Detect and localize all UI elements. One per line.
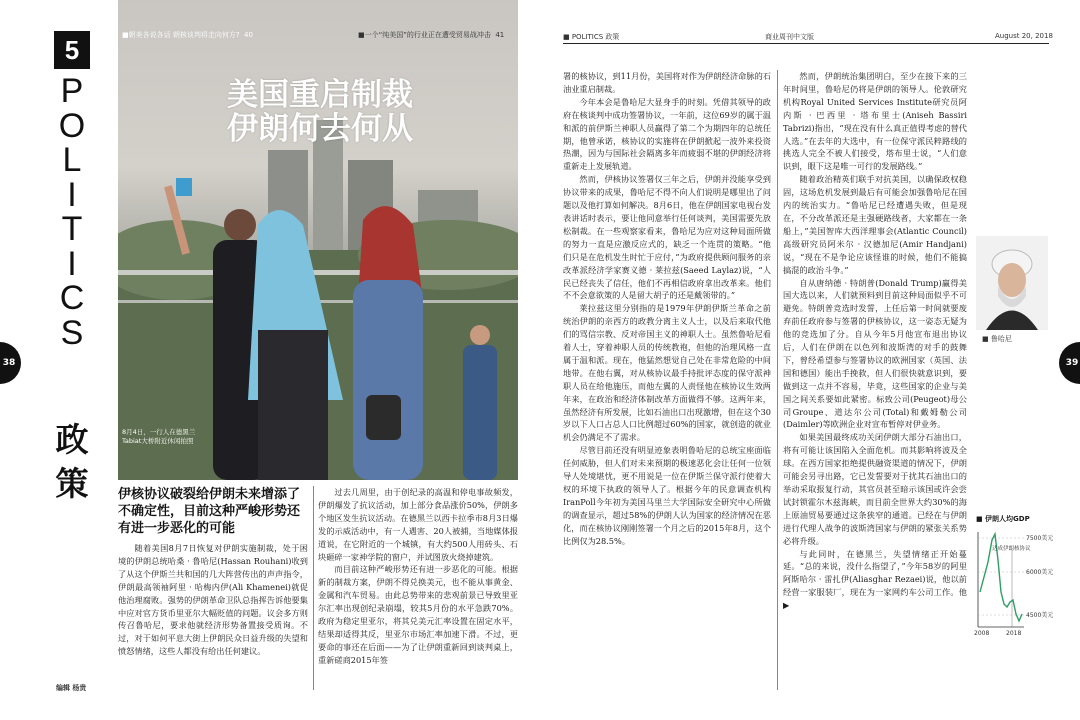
section-letter: P [60,72,84,110]
section-letter: I [67,244,77,283]
paragraph: 如果美国最终成功关闭伊朗大部分石油出口，将有可能让该国陷入全面危机。而其影响将波及全球。在西方国家拒绝提供融资渠道的情况下，伊朗可能会另寻出路，它已发誓要对于扰其石油出口的举动采取报复行动，其官员甚至暗示该国或许会尝试封锁霍尔木兹海峡，而目前全世界大约30%的海上原油贸易要通过这条狭窄的通道。已经在与伊朗进行代理人战争的波斯湾国家与伊朗的紧张关系势必将升级。 [783,432,967,546]
paragraph: 随着政治精英们联手对抗美国，以确保政权稳固，这场危机发展到最后有可能会加强鲁哈尼在国内的统治实力。“鲁哈尼已经遭遇失败，但是现在，不分改革派还是主强硬路线者，大家都在一条船上，”美国智库大西洋理事会(Atlantic Council)高级研究员阿米尔 · 汉德加尼(Amir Handjani)说，“现在不是争论应该怪谁的时候，他们不能搞搞混的政治斗争。” [783,174,967,275]
gdp-chart [968,522,1052,642]
paragraph: 然而，伊核协议签署仅三年之后，伊朗并没能享受到协议带来的成果，鲁哈尼不得不向人们说明是哪里出了问题以及他打算如何解决。8月6日，他在伊朗国家电视台发表讲话时表示，要让他同意举行任何谈判，美国需要先放松制裁。在一些观察家看来，鲁哈尼为应对这种局面所做的努力一直是应激反应式的，缺乏一个连贯的策略。“他们只是在危机发生时忙于应付，”为政府提供顾问服务的亲改革派经济学家赛义德 · 莱拉兹(Saeed Laylaz)说，“人民已经丧失了信任，他们不再相信政府拿出改革来。他们不不会意欲策的人是留大胡子的还是戴领带的。” [563,174,771,301]
paragraph: 署的核协议，到11月份，美国将对作为伊朗经济命脉的石油业重启制裁。 [563,71,771,94]
right-column-1 [563,70,771,692]
paragraph: 随着美国8月7日恢复对伊朗实施制裁，处于困境的伊朗总统哈桑 · 鲁哈尼(Hassan Rouhani)收到了从这个伊斯兰共和国的几大阵营传出的声声指令，伊朗最高领袖阿里 · 哈梅内伊(Ali Khamenei)就促他治理腐败。强势的伊朗革命卫队总指挥告诉他要集中应对官方货币里亚尔大幅贬值的问题。议会多方则传召鲁哈尼，要求他就经济形势备置接受质询。不过，对于如何平息大街上伊朗民众日益升级的失望和愤怒情绪，这些人都没有给出任何建议。 [118,543,308,657]
editor-credit: 编辑 杨贵 [56,684,87,692]
gdp-annotation: 达成伊朗核协议 [992,546,1031,552]
portrait-caption: ■ 鲁哈尼 [982,335,1012,343]
paragraph: 尽管目前还没有明显迹象表明鲁哈尼的总统宝座面临任何威胁，但人们对未来预期的极速恶化会让任何一位领导人处境堪忧，更不用说是一位在伊斯兰保守派行使着大权的环境下执政的领导人了。根据今年的民意调查机构IranPoll今年初为美国马里兰大学国际安全研究中心所做的调查显示，超过58%的伊朗人认为国家的经济情况在恶化，而在核协议刚刚签署一个月之后的2015年8月，这个比例仅为28.5%。 [563,445,771,546]
portrait-illustration [976,236,1048,330]
page-number-left: 38 [0,342,21,384]
right-header-section: ■ POLITICS 政策 [563,33,620,41]
cover-photo [118,0,518,480]
tehran-selfie-illustration [118,0,518,480]
headline: 美国重启制裁 伊朗何去何从 [227,77,413,147]
right-header-date: August 20, 2018 [995,32,1053,40]
gdp-ytick-1: 7500美元 [1026,535,1054,542]
photo-caption: 8月4日，一行人在德黑兰 Tabiat大桥附近休闲拍照 [122,428,196,445]
gdp-ytick-2: 6000美元 [1026,569,1054,576]
section-letter: S [60,313,84,352]
article-dek: 伊核协议破裂给伊朗未来增添了不确定性，目前这种严峻形势还有进一步恶化的可能 [118,487,301,536]
gdp-chart-title: ■ 伊朗人均GDP [976,515,1030,523]
right-header-magazine: 商业周刊中文版 [765,33,814,41]
paragraph: 过去几周里，由于创纪录的高温和停电事故频发，伊朗爆发了抗议活动，加上部分食品涨价50%，伊朗多个地区发生抗议活动。在德黑兰以西卡拉季市8月3日爆发的示威活动中，有一人遇害、20人被捕，当地媒体报道说，在它附近的一个城镇，有大约500人用砖头、石块砸碎一家神学院的窗户，并试图放火烧掉建筑。 [318,487,518,562]
teaser-left[interactable]: ■朝美各说各话 朝核谈判将走向何方? 40 [122,31,253,39]
teaser-right[interactable]: ■一个“纯美国”的行业正在遭受贸易战冲击 41 [358,31,505,39]
left-column-1 [118,542,308,692]
paragraph: 然而，伊朗统治集团明白，至少在接下来的三年时间里，鲁哈尼仍将是伊朗的领导人。伦敦研究机构Royal United Services Institute研究员阿内斯 · 巴西里 · 塔布里士(Aniseh Bassiri Tabrizi)指出，“现在没有什么真正值得考虑的替代人选。”在去年的大选中，有一位保守派民粹路线的挑选人完全不被人们接受，塔布里士说，“人们意识到，眼下这是唯一可行的发展路线。” [783,71,967,172]
section-label-vertical [50,74,94,350]
gdp-xtick-1: 2008 [974,630,990,637]
section-letter: O [58,106,86,145]
rouhani-portrait [976,236,1048,330]
section-letter: T [61,210,83,248]
section-label-cn: 政策 [55,420,89,503]
section-letter: L [62,141,82,179]
paragraph: 莱拉兹这里分别指的是1979年伊朗伊斯兰革命之前统治伊朗的亲西方的政教分离主义人士，以及后来取代他们的骂信宗教、反对帝国主义的神职人士。虽然鲁哈尼看着人士，穿着神职人员的传统教袍，但他的治理风格一直属于温和派。现在，他猛然想觉自己处在非常危险的中间地带。在他右翼，对从核协议最手持批评态度的保守派神职人员在给他施压，而他左翼的人责怪他在核协议生效两年来，在政治和经济体制改革方面做得不够。这两年来，虽然经济有所发展，比如石油出口出现激增，但在这个30岁以下人口占总人口比例超过60%的国家，就创造的就业机会仍满足不了需求。 [563,303,771,443]
gdp-ytick-3: 4500美元 [1026,612,1054,619]
page-number-right: 39 [1059,342,1080,384]
left-column-2 [318,486,518,692]
section-number: 5 [54,31,90,69]
paragraph: 自从唐纳德 · 特朗普(Donald Trump)赢得美国大选以来，人们就预料到目前这种局面似乎不可避免。特朗普竞选时发誓，上任后第一时间就要废弃前任政府参与签署的伊核协议，这一姿态无疑为他的竞选加了分。自从今年5月他宣布退出协议后，人们在伊朗在以色列和波斯湾的对手的鼓舞下，曾经希望参与签署协议的欧洲国家（英国、法国和德国）能出手挽救，但人们很快就意识到，要做到这一点并不容易，毕竟，这些国家的企业与美国之间关系要如此紧密。标致公司(Peugeot)母公司Groupe、道达尔公司(Total)和戴姆勒公司(Daimler)等欧洲企业对宣布暂停对伊业务。 [783,277,967,430]
right-column-2 [783,70,967,692]
section-letter: C [59,279,85,317]
paragraph: 今年本会是鲁哈尼大显身手的时刻。凭借其领导的政府在核谈判中成功签署协议，一年前，这位69岁的属于温和派的前伊斯兰神职人员赢得了第二个为期四年的总统任期，他曾承诺，核协议的实施将在伊朗掀起一波外来投资热潮，因为与国际社会隔离多年而疲弱不堪的伊朗经济将重新走上发展轨道。 [563,96,771,172]
paragraph: 与此同时，在德黑兰，失望情绪正开始蔓延。“总的来说，没什么指望了，”今年58岁的阿里阿斯哈尔 · 雷扎伊(Aliasghar Rezaei)说，他以前经营一家服装厂，现在为一家网约车公司工作。他 ▶ [783,548,967,611]
section-letter: I [67,175,77,214]
gdp-xtick-2: 2018 [1006,630,1022,637]
paragraph: 而目前这种严峻形势还有进一步恶化的可能。根据新的制裁方案，伊朗不得兑换美元，也不能从事黄金、金属和汽车贸易。由此总势带来的悲观前景已导致里亚尔汇率出现创纪录崩塌，较其5月份的水平急跌70%。政府为稳定里亚尔，将其兑美元汇率设置在固定水平，结果却适得其反，里亚尔市场汇率加速下滑。不过，更要命的事还在后面——为了让伊朗重新回到谈判桌上，重新磋商2015年签 [318,564,518,665]
